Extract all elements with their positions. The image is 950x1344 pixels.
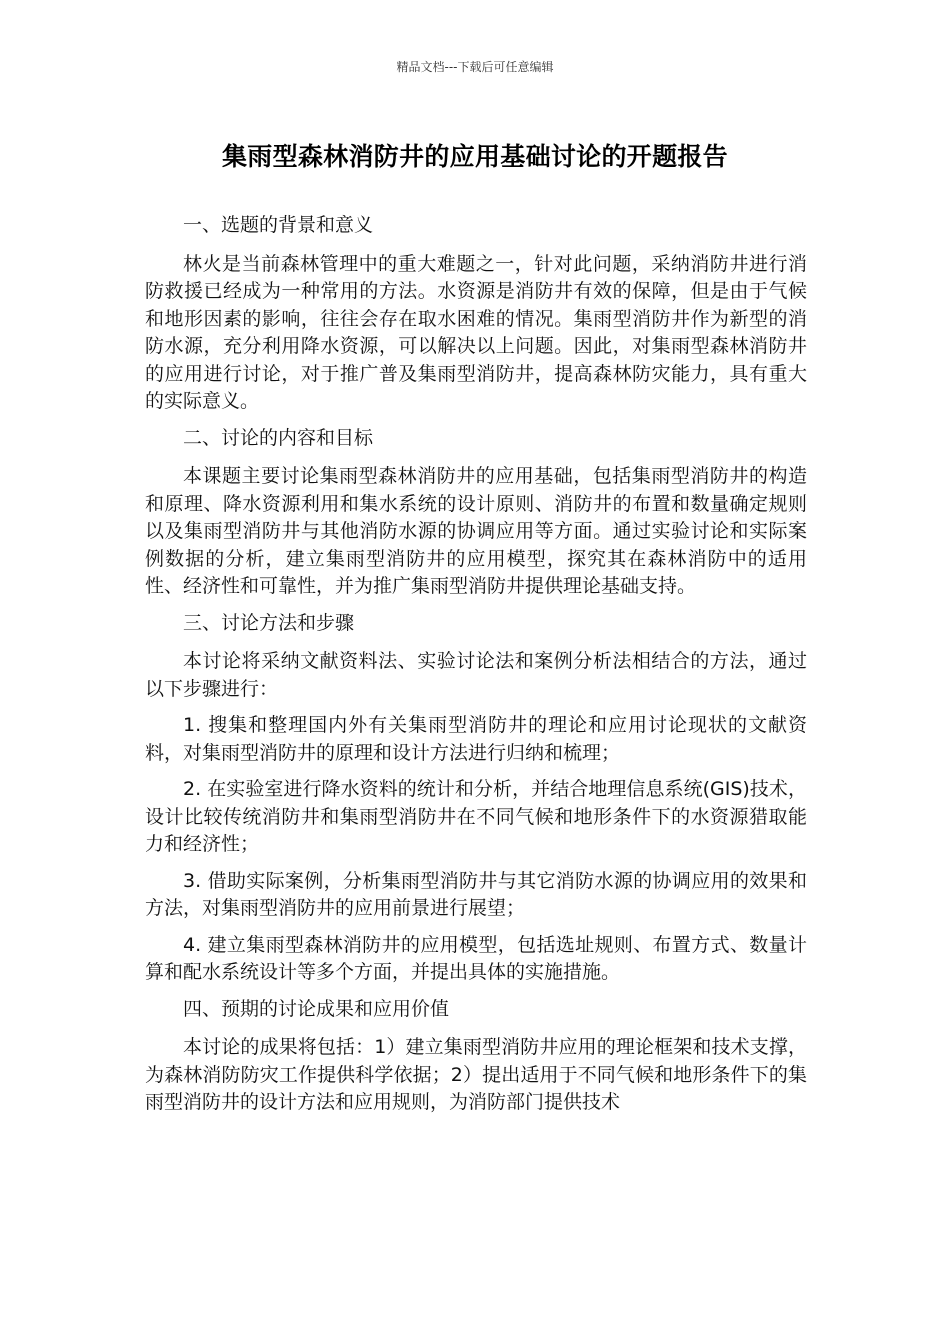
document-title: 集雨型森林消防井的应用基础讨论的开题报告	[221, 142, 728, 171]
section-heading: 三、讨论方法和步骤	[183, 611, 355, 634]
step-paragraph: 1. 搜集和整理国内外有关集雨型消防井的理论和应用讨论现状的文献资料，对集雨型消防井的原理和设计方法进行归纳和梳理；	[145, 714, 807, 764]
section-heading: 二、讨论的内容和目标	[183, 426, 374, 449]
body-paragraph: 本讨论的成果将包括：1）建立集雨型消防井应用的理论框架和技术支撑，为森林消防防灾工作提供科学依据；2）提出适用于不同气候和地形条件下的集雨型消防井的设计方法和应用规则，为消防部门提供技术	[145, 1036, 807, 1113]
body-paragraph: 本讨论将采纳文献资料法、实验讨论法和案例分析法相结合的方法，通过以下步骤进行：	[145, 650, 807, 700]
step-paragraph: 2. 在实验室进行降水资料的统计和分析，并结合地理信息系统(GIS)技术，设计比较传统消防井和集雨型消防井在不同气候和地形条件下的水资源猎取能力和经济性；	[145, 778, 807, 855]
section-heading: 一、选题的背景和意义	[183, 214, 374, 236]
step-paragraph: 4. 建立集雨型森林消防井的应用模型，包括选址规则、布置方式、数量计算和配水系统设计等多个方面，并提出具体的实施措施。	[145, 933, 807, 983]
body-paragraph: 本课题主要讨论集雨型森林消防井的应用基础，包括集雨型消防井的构造和原理、降水资源利用和集水系统的设计原则、消防井的布置和数量确定规则以及集雨型消防井与其他消防水源的协调应用等方面。通过实验讨论和实际案例数据的分析，建立集雨型消防井的应用模型，探究其在森林消防中的适用性、经济性和可靠性，并为推广集雨型消防井提供理论基础支持。	[145, 465, 807, 597]
body-paragraph: 林火是当前森林管理中的重大难题之一，针对此问题，采纳消防井进行消防救援已经成为一种常用的方法。水资源是消防井有效的保障，但是由于气候和地形因素的影响，往往会存在取水困难的情况。集雨型消防井作为新型的消防水源，充分利用降水资源，可以解决以上问题。因此，对集雨型森林消防井的应用进行讨论，对于推广普及集雨型消防井，提高森林防灾能力，具有重大的实际意义。	[145, 252, 807, 412]
document-body	[145, 212, 807, 1126]
page-header-note: 精品文档---下载后可任意编辑	[396, 60, 554, 74]
step-paragraph: 3. 借助实际案例，分析集雨型消防井与其它消防水源的协调应用的效果和方法，对集雨型消防井的应用前景进行展望；	[145, 869, 807, 919]
section-heading: 四、预期的讨论成果和应用价值	[183, 997, 450, 1020]
